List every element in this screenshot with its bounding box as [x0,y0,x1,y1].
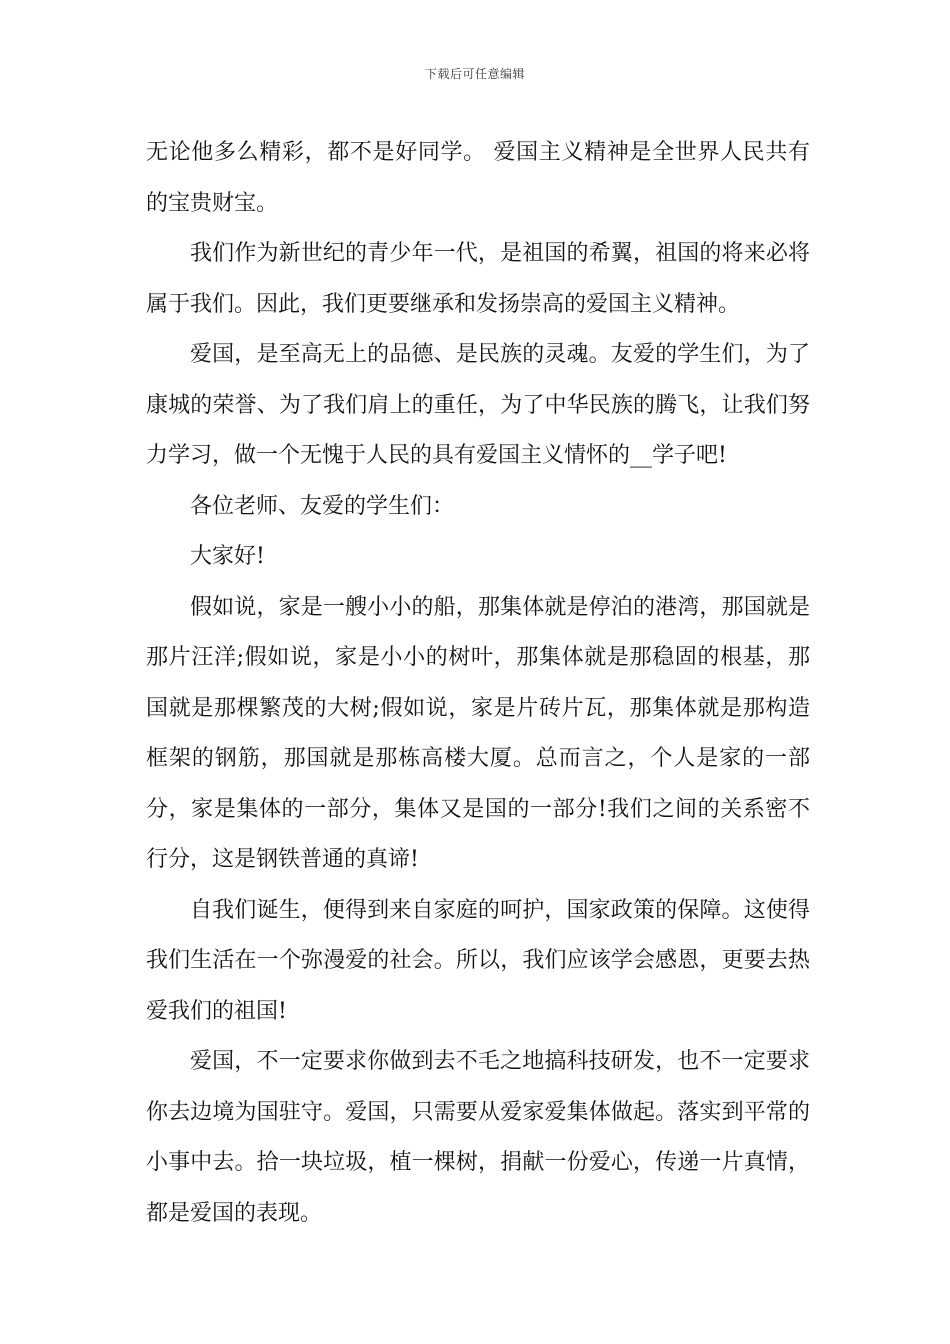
paragraph-3: 爱国，是至高无上的品德、是民族的灵魂。友爱的学生们，为了康城的荣誉、为了我们肩上的重任，为了中华民族的腾飞，让我们努力学习，做一个无愧于人民的具有爱国主义情怀的__学子吧! [146,342,810,468]
paragraph-2: 我们作为新世纪的青少年一代，是祖国的希翼，祖国的将来必将属于我们。因此，我们更要继承和发扬崇高的爱国主义精神。 [146,241,810,317]
document-body [146,128,810,1239]
paragraph-4: 各位老师、友爱的学生们： [190,493,455,519]
paragraph-1: 无论他多么精彩，都不是好同学。 爱国主义精神是全世界人民共有的宝贵财宝。 [146,140,810,216]
paragraph-7: 自我们诞生，便得到来自家庭的呵护，国家政策的保障。这使得我们生活在一个弥漫爱的社会。所以，我们应该学会感恩，更要去热爱我们的祖国! [146,897,810,1024]
paragraph-5: 大家好! [190,544,265,569]
page-header-note: 下载后可任意编辑 [424,67,525,81]
paragraph-6: 假如说，家是一艘小小的船，那集体就是停泊的港湾，那国就是那片汪洋;假如说，家是小小的树叶，那集体就是那稳固的根基，那国就是那棵繁茂的大树;假如说，家是片砖片瓦，那集体就是那构造框架的钢筋，那国就是那栋高楼大厦。总而言之，个人是家的一部分，家是集体的一部分，集体又是国的一部分!我们之间的关系密不行分，这是钢铁普通的真谛! [146,594,810,872]
paragraph-8: 爱国，不一定要求你做到去不毛之地搞科技研发，也不一定要求你去边境为国驻守。爱国，只需要从爱家爱集体做起。落实到平常的小事中去。拾一块垃圾，植一棵树，捐献一份爱心，传递一片真情，都是爱国的表现。 [146,1049,810,1226]
